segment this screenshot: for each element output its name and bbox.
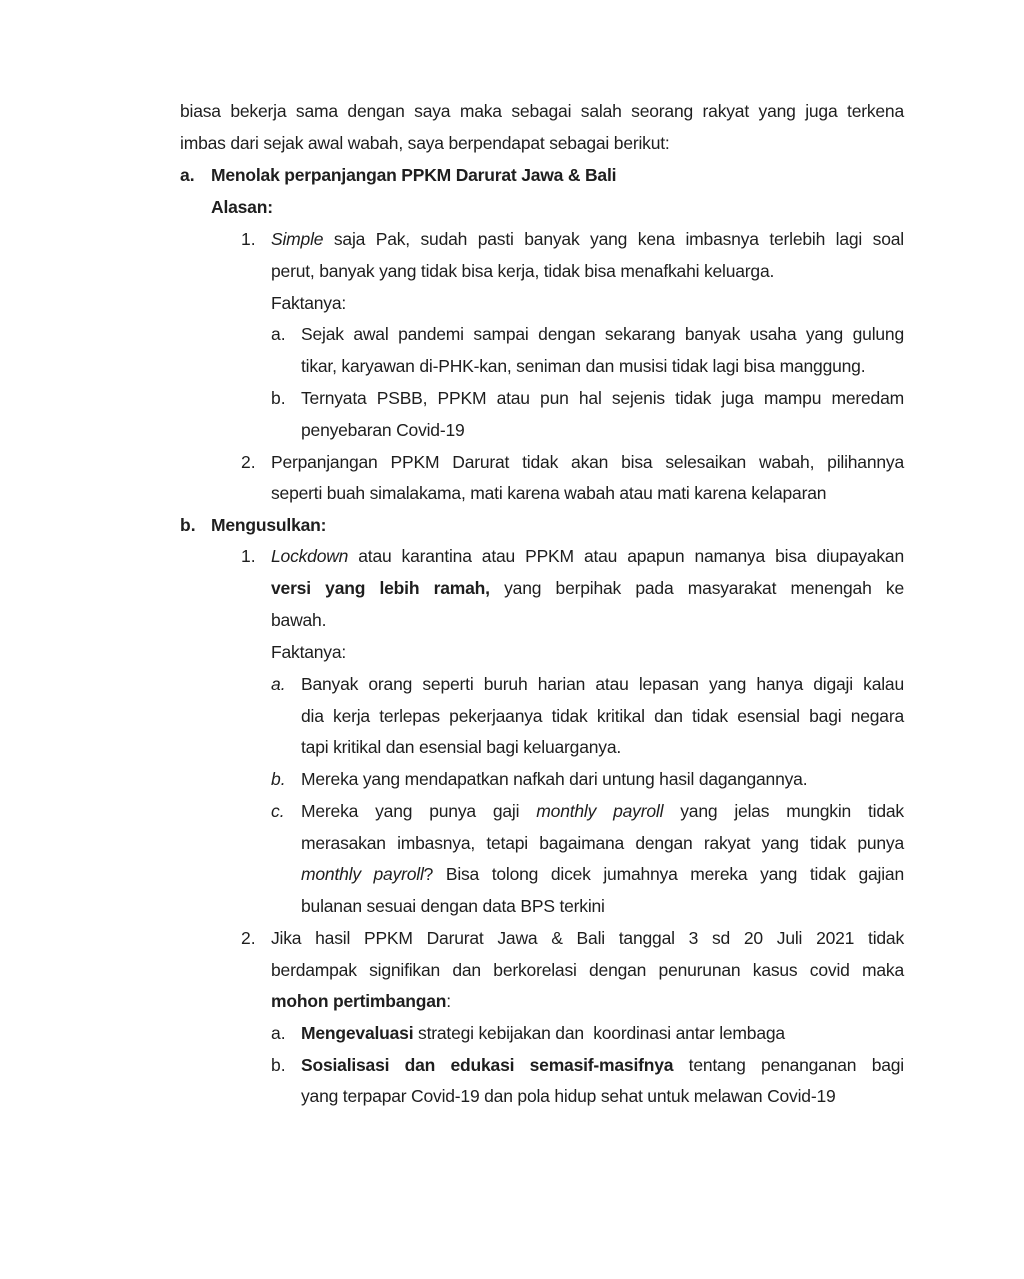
b-item-1-fact-c-line-3-post: ? Bisa tolong dicek jumahnya mereka yang tidak gajian	[423, 864, 904, 884]
b-item-2-sub-b-label: b.	[271, 1055, 286, 1075]
b-item-1-fact-b-label: b.	[271, 769, 286, 789]
b-item-1-fact-c-label: c.	[271, 801, 285, 821]
a-item-1-line-1	[271, 228, 904, 250]
intro-line-1: biasa bekerja sama dengan saya maka sebagai salah seorang rakyat yang juga terkena	[180, 101, 904, 121]
b-item-1-fact-a-line-1: Banyak orang seperti buruh harian atau lepasan yang hanya digaji kalau	[301, 674, 904, 694]
b-item-2-sub-b-line-2: yang terpapar Covid-19 dan pola hidup sehat untuk melawan Covid-19	[301, 1086, 836, 1106]
b-item-2-sub-a-label: a.	[271, 1023, 286, 1043]
a-item-1-facts-heading: Faktanya:	[271, 293, 347, 313]
b-item-1-fact-c-line-4: bulanan sesuai dengan data BPS terkini	[301, 896, 605, 916]
b-item-1-line-1	[271, 545, 904, 567]
b-item-1-lead-italic: Lockdown	[271, 546, 349, 566]
a-item-1-number: 1.	[241, 229, 256, 249]
b-item-1-fact-b-line-1: Mereka yang mendapatkan nafkah dari untung hasil dagangannya.	[301, 769, 808, 789]
b-item-2-line-3-bold: mohon pertimbangan	[271, 991, 447, 1011]
b-item-1-fact-c-line-1-pre: Mereka yang punya gaji	[301, 801, 520, 821]
b-item-1-line-2	[271, 577, 904, 599]
b-item-1-fact-c-line-1-italic: monthly payroll	[536, 801, 664, 821]
b-item-2-sub-b-line-1	[301, 1054, 904, 1076]
a-item-1-lead-italic: Simple	[271, 229, 324, 249]
a-item-2-number: 2.	[241, 452, 256, 472]
a-item-2-line-2: seperti buah simalakama, mati karena wabah atau mati karena kelaparan	[271, 483, 827, 503]
b-item-2-sub-a-line-1	[301, 1022, 785, 1044]
b-item-1-fact-c-line-3-italic: monthly payroll	[301, 864, 424, 884]
b-item-2-sub-a-bold: Mengevaluasi	[301, 1023, 414, 1043]
a-item-1-fact-a-line-2: tikar, karyawan di-PHK-kan, seniman dan musisi tidak lagi bisa manggung.	[301, 356, 866, 376]
b-item-1-number: 1.	[241, 546, 256, 566]
b-item-2-line-2: berdampak signifikan dan berkorelasi dengan penurunan kasus covid maka	[271, 960, 904, 980]
b-item-2-sub-a-rest: strategi kebijakan dan koordinasi antar lembaga	[418, 1023, 785, 1043]
a-item-1-fact-b-line-1: Ternyata PSBB, PPKM atau pun hal sejenis tidak juga mampu meredam	[301, 388, 904, 408]
a-item-2-line-1: Perpanjangan PPKM Darurat tidak akan bisa selesaikan wabah, pilihannya	[271, 452, 904, 472]
b-item-1-fact-c-line-2: merasakan imbasnya, tetapi bagaimana dengan rakyat yang tidak punya	[301, 833, 904, 853]
b-item-2-sub-b-bold: Sosialisasi dan edukasi semasif-masifnya	[301, 1055, 674, 1075]
a-item-1-fact-a-line-1: Sejak awal pandemi sampai dengan sekarang banyak usaha yang gulung	[301, 324, 904, 344]
b-item-1-fact-a-line-2: dia kerja terlepas pekerjaanya tidak kritikal dan tidak esensial bagi negara	[301, 706, 904, 726]
b-item-1-line-2-bold: versi yang lebih ramah,	[271, 578, 490, 598]
a-item-1-line-1-rest: saja Pak, sudah pasti banyak yang kena imbasnya terlebih lagi soal	[333, 229, 904, 249]
b-item-2-line-3	[271, 990, 451, 1012]
b-item-1-fact-c-line-1-post: yang jelas mungkin tidak	[680, 801, 904, 821]
section-b-label: b.	[180, 515, 196, 535]
b-item-1-line-3: bawah.	[271, 610, 327, 630]
b-item-1-fact-c-line-1	[301, 800, 904, 822]
b-item-2-sub-b-rest: tentang penanganan bagi	[688, 1055, 904, 1075]
section-b-title: Mengusulkan:	[211, 515, 327, 535]
b-item-1-line-2-rest: yang berpihak pada masyarakat menengah ke	[504, 578, 904, 598]
intro-line-2: imbas dari sejak awal wabah, saya berpendapat sebagai berikut:	[180, 133, 670, 153]
b-item-2-number: 2.	[241, 928, 256, 948]
b-item-1-fact-a-line-3: tapi kritikal dan esensial bagi keluarganya.	[301, 737, 622, 757]
a-item-1-fact-a-label: a.	[271, 324, 286, 344]
b-item-2-line-1: Jika hasil PPKM Darurat Jawa & Bali tanggal 3 sd 20 Juli 2021 tidak	[271, 928, 904, 948]
a-item-1-fact-b-line-2: penyebaran Covid-19	[301, 420, 465, 440]
b-item-1-fact-c-line-3	[301, 863, 904, 885]
b-item-1-fact-a-label: a.	[271, 674, 286, 694]
a-item-1-fact-b-label: b.	[271, 388, 286, 408]
b-item-1-facts-heading: Faktanya:	[271, 642, 347, 662]
section-a-label: a.	[180, 165, 195, 185]
b-item-1-line-1-rest: atau karantina atau PPKM atau apapun namanya bisa diupayakan	[358, 546, 904, 566]
section-a-reason-heading: Alasan:	[211, 197, 273, 217]
section-a-title: Menolak perpanjangan PPKM Darurat Jawa & Bali	[211, 165, 617, 185]
b-item-2-line-3-post: :	[446, 991, 451, 1011]
a-item-1-line-2: perut, banyak yang tidak bisa kerja, tidak bisa menafkahi keluarga.	[271, 261, 775, 281]
